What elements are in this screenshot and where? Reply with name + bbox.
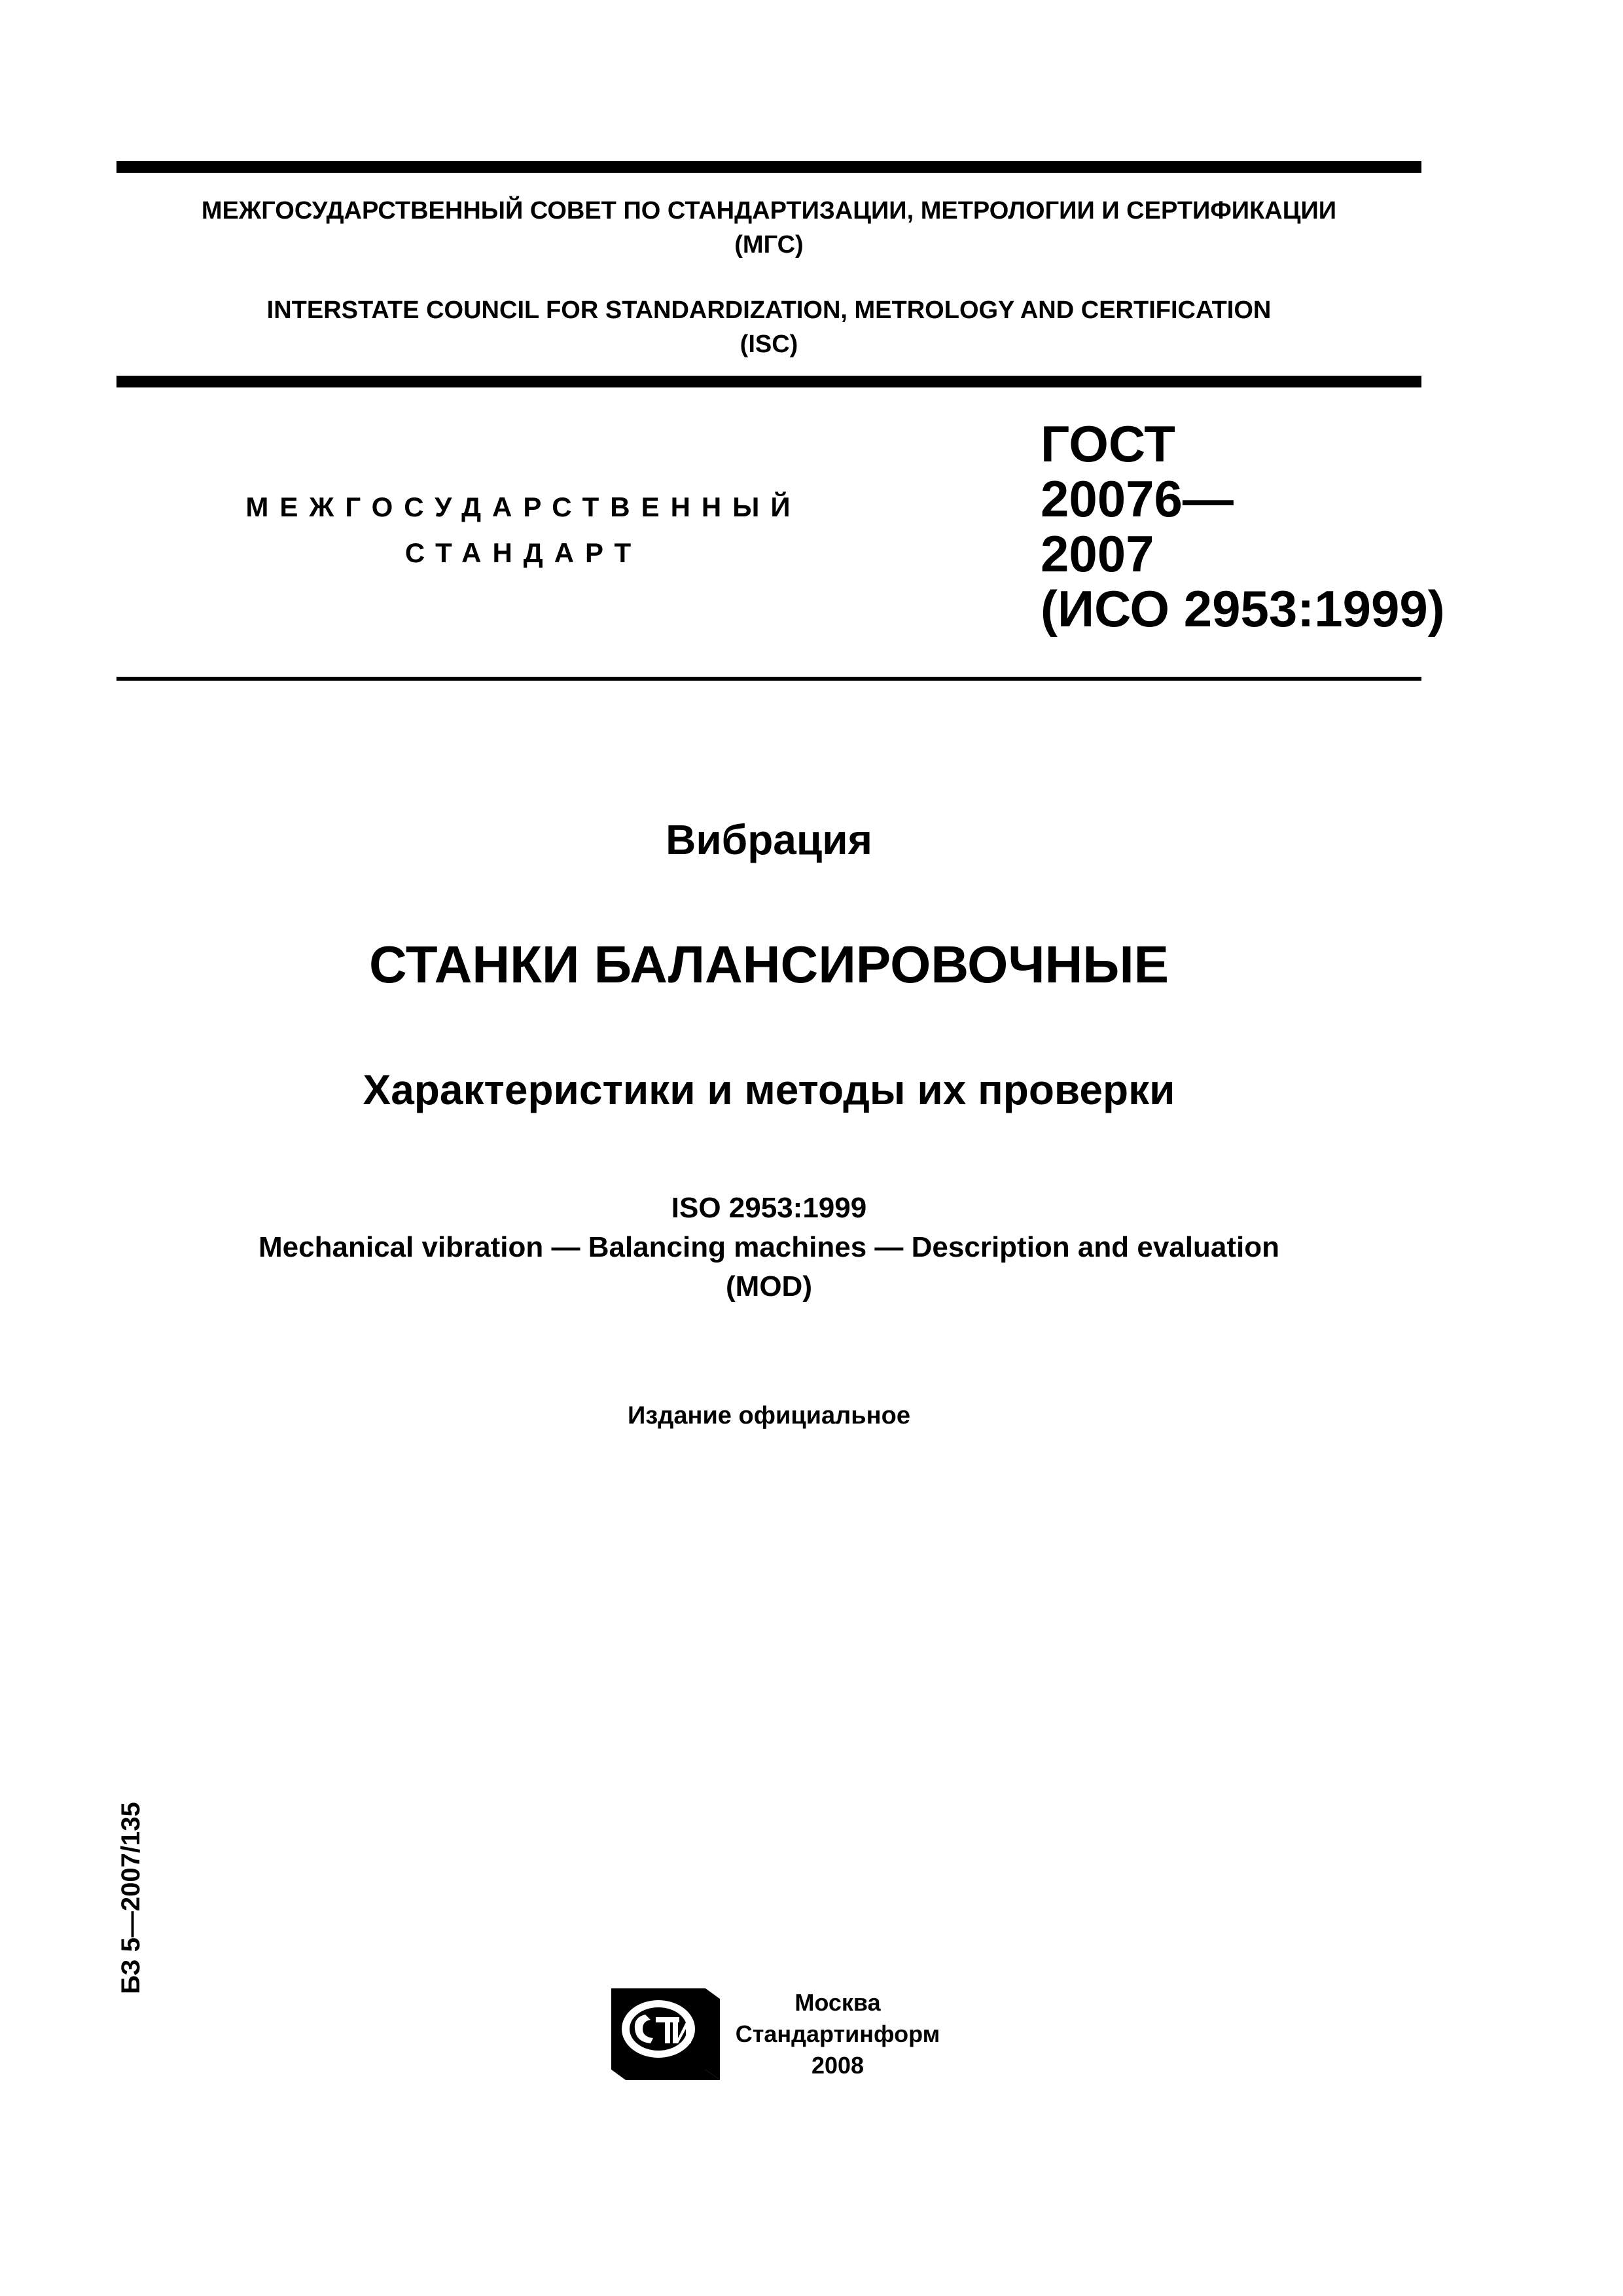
designation-line1: ГОСТ [1041,415,1175,473]
designation-line4: (ИСО 2953:1999) [1041,580,1445,637]
reference-modification: (MOD) [726,1270,812,1302]
imprint-year: 2008 [811,2052,865,2079]
reference-english-title: Mechanical vibration — Balancing machines — Description and evaluation [259,1231,1279,1263]
designation-line3: 2007 [1041,525,1154,583]
council-en-line2: (ISC) [740,331,798,358]
imprint [726,1987,949,2081]
standard-designation [1041,416,1445,636]
council-en-line1: INTERSTATE COUNCIL FOR STANDARDIZATION, METROLOGY AND CERTIFICATION [266,296,1272,324]
publisher-logo-icon [607,1983,720,2080]
header-bottom-rule [116,376,1421,387]
designation-line2: 20076— [1041,470,1234,528]
designation-bottom-rule [116,677,1421,681]
top-rule [116,161,1421,173]
council-ru-line2: (МГС) [734,231,804,259]
imprint-publisher: Стандартинформ [735,2020,940,2047]
edition-label: Издание официальное [628,1402,910,1429]
reference-code: ISO 2953:1999 [671,1192,867,1224]
side-code-text: БЗ 5—2007/135 [116,1802,145,1994]
imprint-city: Москва [794,1989,881,2016]
document-title: СТАНКИ БАЛАНСИРОВОЧНЫЕ [368,935,1169,994]
standard-type-line1: МЕЖГОСУДАРСТВЕННЫЙ [245,492,802,522]
document-subtitle: Характеристики и методы их проверки [363,1066,1175,1113]
council-ru-line1: МЕЖГОСУДАРСТВЕННЫЙ СОВЕТ ПО СТАНДАРТИЗАЦИИ, МЕТРОЛОГИИ И СЕРТИФИКАЦИИ [201,197,1337,224]
standard-type-line2: СТАНДАРТ [404,537,643,568]
document-topic: Вибрация [666,816,872,863]
